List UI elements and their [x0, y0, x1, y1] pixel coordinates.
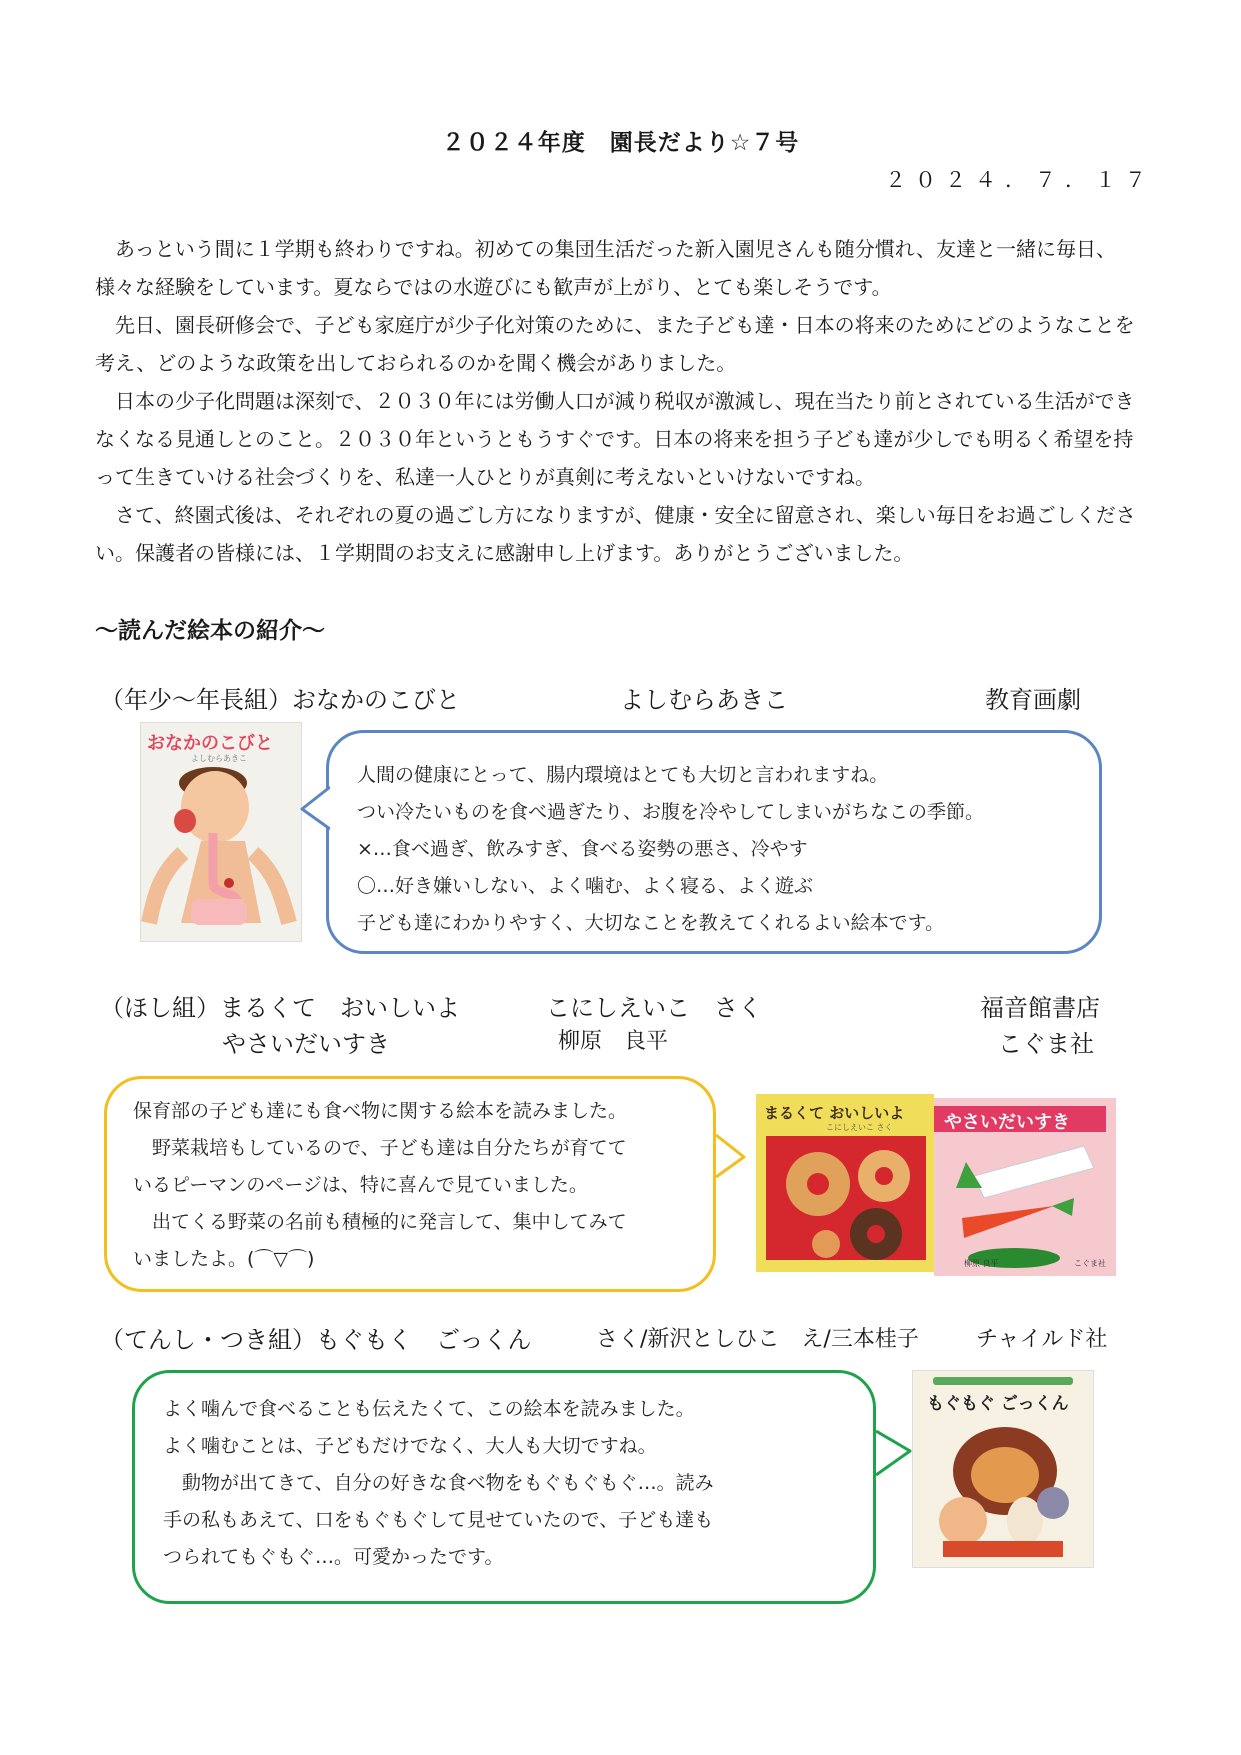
bubble-tail [716, 1133, 746, 1179]
book3-author: さく/新沢としひこ え/三本桂子 [596, 1327, 919, 1352]
book2-cover1-title: まるくて おいしいよ [764, 1104, 905, 1122]
book1-heading: （年少～年長組）おなかのこびと [100, 686, 460, 714]
book1-speech-bubble [326, 730, 1102, 954]
book2-cover2-title: やさいだいすき [944, 1112, 1070, 1133]
book3-heading: （てんし・つき組）もぐもく ごっくん [100, 1326, 532, 1354]
bubble-line: 子ども達にわかりやすく、大切なことを教えてくれるよい絵本です。 [357, 912, 945, 934]
book3-cover-title: もぐもぐ ごっくん [927, 1394, 1069, 1414]
monkey-illustration [913, 1371, 1093, 1567]
book3-cover [912, 1370, 1094, 1568]
book2-heading: （ほし組）まるくて おいしいよ [100, 994, 460, 1022]
donut-illustration [756, 1094, 934, 1272]
bubble-line: 出てくる野菜の名前も積極的に発言して、集中してみて [133, 1211, 627, 1233]
book1-author: よしむらあきこ [620, 686, 788, 714]
bubble-tail [300, 785, 330, 831]
vegetable-illustration [934, 1098, 1116, 1276]
book2-cover-yasai [934, 1098, 1116, 1276]
bubble-tail [876, 1429, 912, 1477]
intro-paragraph: 日本の少子化問題は深刻で、２０３０年には労働人口が減り税収が激減し、現在当たり前とされている生活ができなくなる見通しとのこと。２０３０年というともうすぐです。日本の将来を担う子ども達が少しでも明るく希望を持って生きていける社会づくりを、私達一人ひとりが真剣に考えないといけないですね。 [95, 389, 1135, 489]
book2-publisher-second: こぐま社 [998, 1030, 1094, 1058]
intro-text [95, 230, 1147, 572]
book1-cover-author: よしむらあきこ [191, 754, 247, 763]
intro-paragraph: あっという間に１学期も終わりですね。初めての集団生活だった新入園児さんも随分慣れ、友達と一緒に毎日、様々な経験をしています。夏ならではの水遊びにも歓声が上がり、とても楽しそうです。 [95, 237, 1116, 299]
book3-speech-bubble [132, 1370, 876, 1604]
book2-publisher: 福音館書店 [980, 994, 1100, 1022]
book1-cover-title: おなかのこびと [147, 733, 273, 754]
book2-speech-bubble [104, 1076, 716, 1292]
book2-cover2-author: 柳原 良平 [964, 1259, 999, 1268]
bubble-line: ×…食べ過ぎ、飲みすぎ、食べる姿勢の悪さ、冷やす [357, 838, 808, 860]
bubble-line: 〇…好き嫌いしない、よく噛む、よく寝る、よく遊ぶ [357, 875, 814, 897]
bubble-line: よく噛むことは、子どもだけでなく、大人も大切ですね。 [163, 1435, 657, 1457]
book2-heading-second: やさいだいすき [222, 1030, 390, 1058]
bubble-line: いましたよ。(⌒▽⌒) [133, 1248, 315, 1270]
intro-paragraph: さて、終園式後は、それぞれの夏の過ごし方になりますが、健康・安全に留意され、楽しい毎日をお過ごしください。保護者の皆様には、１学期間のお支えに感謝申し上げます。ありがとうございました。 [95, 503, 1136, 565]
intro-paragraph: 先日、園長研修会で、子ども家庭庁が少子化対策のために、また子ども達・日本の将来のためにどのようなことを考え、どのような政策を出しておられるのかを聞く機会がありました。 [95, 313, 1135, 375]
bubble-line: 野菜栽培もしているので、子ども達は自分たちが育てて [133, 1137, 627, 1159]
book2-cover1-author: こにしえいこ さく [826, 1123, 893, 1132]
section-heading: ～読んだ絵本の紹介～ [95, 618, 325, 644]
bubble-line: いるピーマンのページは、特に喜んで見ていました。 [133, 1174, 588, 1196]
bubble-line: 保育部の子ども達にも食べ物に関する絵本を読みました。 [133, 1100, 628, 1122]
book1-publisher: 教育画劇 [985, 686, 1081, 714]
book2-cover2-publisher: こぐま社 [1074, 1259, 1106, 1268]
book3-publisher: チャイルド社 [976, 1327, 1108, 1352]
issue-date: ２０２４．７．１７ [885, 168, 1155, 192]
book1-cover [140, 722, 302, 942]
bubble-line: つられてもぐもぐ…。可愛かったです。 [163, 1546, 504, 1568]
bubble-line: つい冷たいものを食べ過ぎたり、お腹を冷やしてしまいがちなこの季節。 [357, 801, 985, 823]
bubble-line: 人間の健康にとって、腸内環境はとても大切と言われますね。 [357, 764, 889, 786]
book2-author: こにしえいこ さく [546, 994, 762, 1022]
book1-cover-illustration [141, 723, 301, 941]
bubble-line: 動物が出てきて、自分の好きな食べ物をもぐもぐもぐ…。読み [163, 1472, 714, 1494]
book2-author-second: 柳原 良平 [558, 1029, 669, 1054]
page-title: ２０２４年度 園長だより☆７号 [441, 130, 800, 156]
book2-cover-maruKute [756, 1094, 934, 1272]
bubble-line: よく噛んで食べることも伝えたくて、この絵本を読みました。 [163, 1398, 695, 1420]
bubble-line: 手の私もあえて、口をもぐもぐして見せていたので、子ども達も [163, 1509, 714, 1531]
